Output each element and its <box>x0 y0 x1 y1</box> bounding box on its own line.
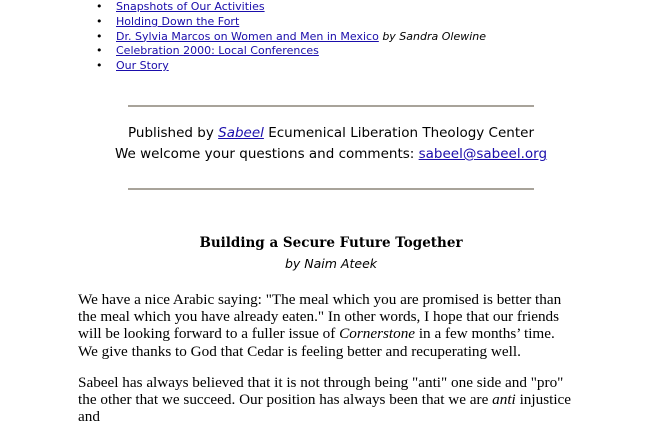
cornerstone-title: Cornerstone <box>339 325 416 343</box>
bullet-icon: • <box>96 29 103 43</box>
bullet-icon: • <box>96 59 103 73</box>
link-holding-down-the-fort[interactable]: Holding Down the Fort <box>116 14 240 28</box>
link-snapshots[interactable]: Snapshots of Our Activities <box>116 0 265 13</box>
list-item <box>96 15 486 30</box>
byline: by Sandra Olewine <box>382 29 487 43</box>
list-item <box>96 44 486 59</box>
contact-text: We welcome your questions and comments: <box>114 146 419 162</box>
paragraph-1-text-a: We have a nice Arabic saying: "The meal which you are promised is better than the meal which you have already eaten." In other words, I hope that our friends will be looking forward to a fuller issue of <box>78 291 562 343</box>
bullet-icon: • <box>96 14 103 28</box>
article-title: Building a Secure Future Together <box>199 235 463 251</box>
contact-line <box>0 146 662 162</box>
link-celebration-2000[interactable]: Celebration 2000: Local Conferences <box>116 44 319 58</box>
publisher-line <box>0 125 662 141</box>
paragraph-1-text-b: in a few months’ time. We give thanks to God that Cedar is feeling better and recuperating well. <box>78 325 555 360</box>
link-sylvia-marcos[interactable]: Dr. Sylvia Marcos on Women and Men in Mexico <box>116 29 379 43</box>
publisher-prefix: Published by <box>127 125 219 141</box>
sabeel-link[interactable]: Sabeel <box>218 125 264 141</box>
bullet-icon: • <box>96 44 103 58</box>
bullet-icon: • <box>96 0 103 13</box>
paragraph-2-text-b: injustice and <box>78 391 572 426</box>
list-item <box>96 30 486 45</box>
email-link[interactable]: sabeel@sabeel.org <box>418 146 548 162</box>
anti-emphasis: anti <box>492 391 516 409</box>
publisher-suffix: Ecumenical Liberation Theology Center <box>263 125 534 141</box>
paragraph-1 <box>78 291 578 360</box>
list-item <box>96 0 486 15</box>
paragraph-2 <box>78 374 578 426</box>
paragraph-2-text-a: Sabeel has always believed that it is not through being "anti" one side and "pro" the other that we succeed. Our position has always been that we are <box>78 374 564 409</box>
link-our-story[interactable]: Our Story <box>116 59 169 73</box>
list-item <box>96 59 486 74</box>
article-author: by Naim Ateek <box>284 256 377 271</box>
divider-top <box>128 105 534 107</box>
divider-bottom <box>128 188 534 190</box>
contents-list <box>96 0 486 74</box>
